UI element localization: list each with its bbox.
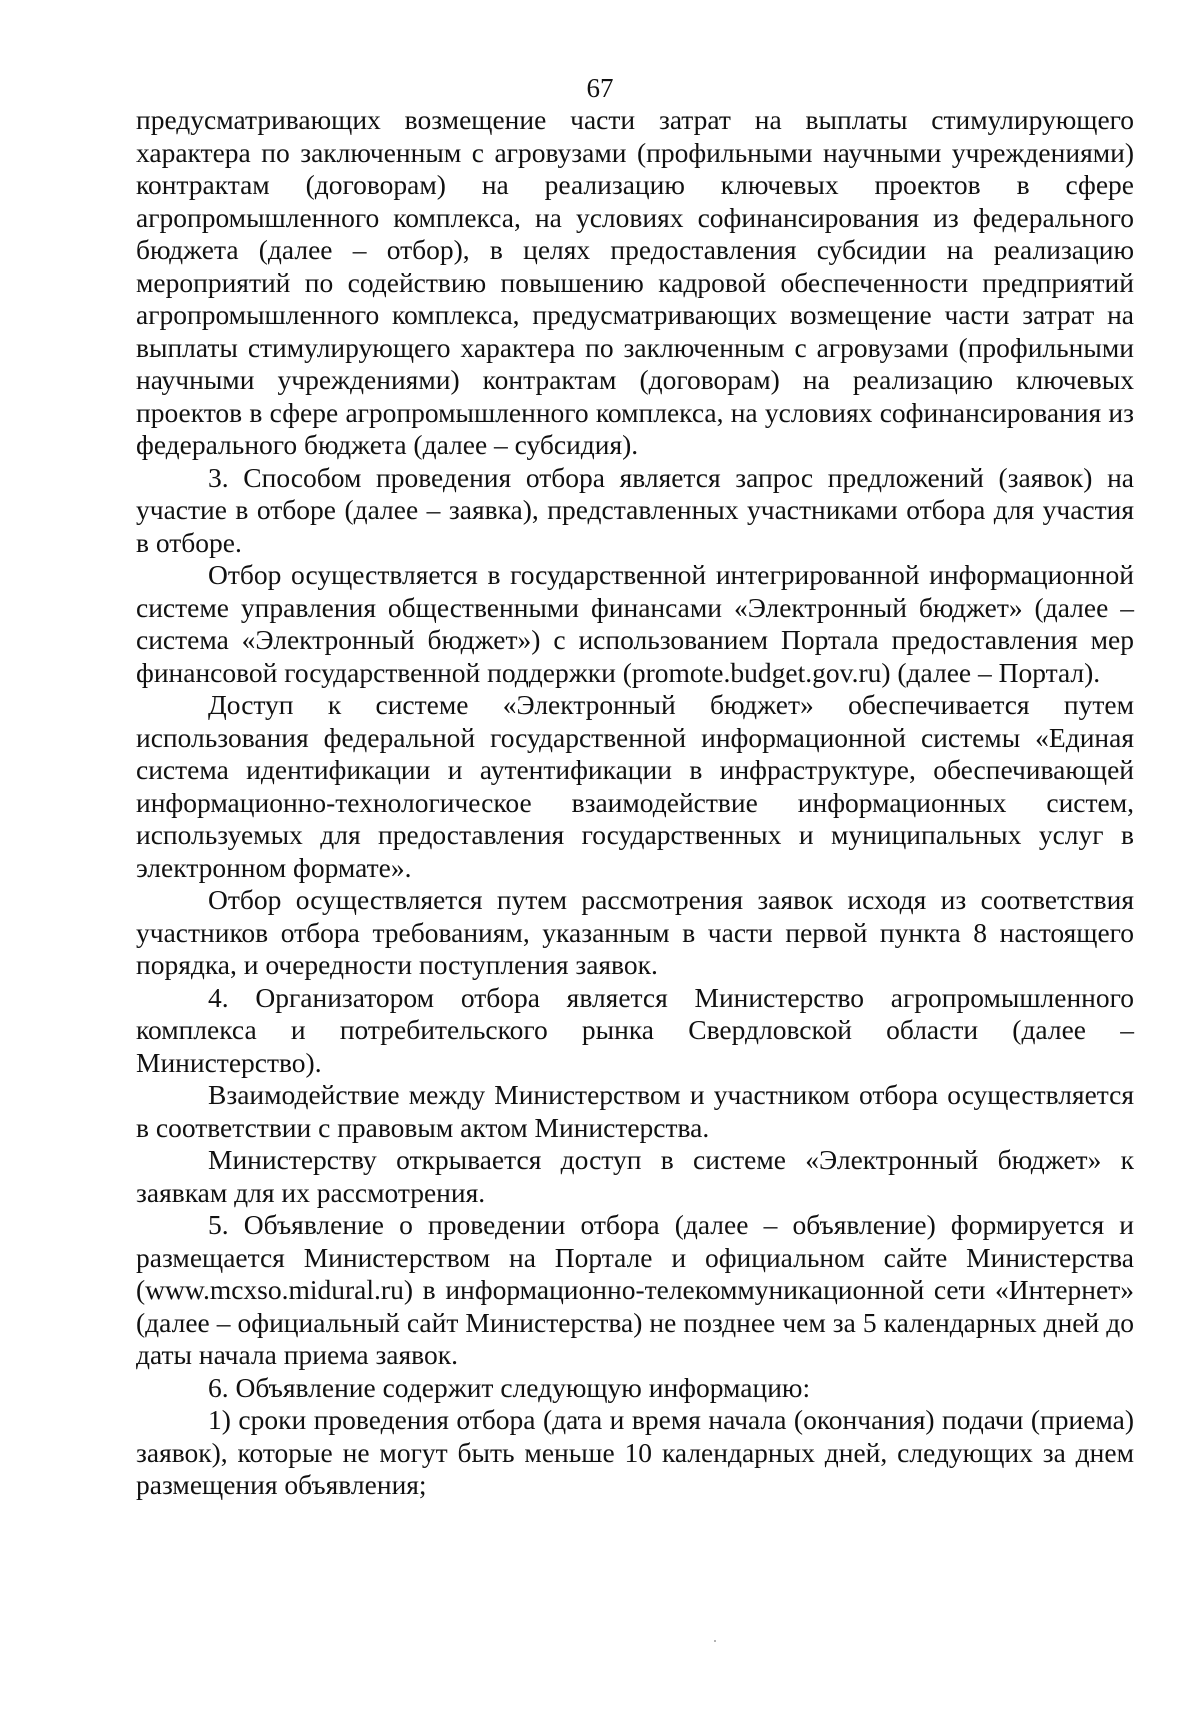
scan-speck <box>714 1640 716 1642</box>
paragraph-interaction: Взаимодействие между Министерством и участником отбора осуществляется в соответствии с правовым актом Министерства. <box>136 1079 1134 1143</box>
paragraph-item-3: 3. Способом проведения отбора является запрос предложений (заявок) на участие в отборе (далее – заявка), представленных участниками отбора для участия в отборе. <box>136 461 1134 558</box>
paragraph-selection-method: Отбор осуществляется путем рассмотрения заявок исходя из соответствия участников отбора требованиям, указанным в части первой пункта 8 настоящего порядка, и очередности поступления заявок. <box>136 884 1134 980</box>
paragraph-selection-system: Отбор осуществляется в государственной интегрированной информационной системе управления общественными финансами «Электронный бюджет» (далее – система «Электронный бюджет») с использованием Портала предоставления мер финансовой государственной поддержки (promote.budget.gov.ru) (далее – Портал). <box>136 559 1134 688</box>
paragraph-item-5: 5. Объявление о проведении отбора (далее – объявление) формируется и размещается Министерством на Портале и официальном сайте Министерства (www.mcxso.midural.ru) в информационно-телекоммуникационной сети «Интернет» (далее – официальный сайт Министерства) не позднее чем за 5 календарных дней до даты начала приема заявок. <box>136 1209 1134 1370</box>
paragraph-ministry-access: Министерству открывается доступ в системе «Электронный бюджет» к заявкам для их рассмотрения. <box>136 1144 1134 1208</box>
document-body <box>136 104 1134 1502</box>
paragraph-subitem-1: 1) сроки проведения отбора (дата и время начала (окончания) подачи (приема) заявок), которые не могут быть меньше 10 календарных дней, следующих за днем размещения объявления; <box>136 1404 1134 1500</box>
paragraph-item-4: 4. Организатором отбора является Министерство агропромышленного комплекса и потребительского рынка Свердловской области (далее – Министерство). <box>136 981 1134 1078</box>
paragraph-continuation: предусматривающих возмещение части затрат на выплаты стимулирующего характера по заключенным с агровузами (профильными научными учреждениями) контрактам (договорам) на реализацию ключевых проектов в сфере агропромышленного комплекса, на условиях софинансирования из федерального бюджета (далее – отбор), в целях предоставления субсидии на реализацию мероприятий по содействию повышению кадровой обеспеченности предприятий агропромышленного комплекса, предусматривающих возмещение части затрат на выплаты стимулирующего характера по заключенным с агровузами (профильными научными учреждениями) контрактам (договорам) на реализацию ключевых проектов в сфере агропромышленного комплекса, на условиях софинансирования из федерального бюджета (далее – субсидия). <box>136 104 1134 460</box>
page-number: 67 <box>586 73 614 103</box>
paragraph-system-access: Доступ к системе «Электронный бюджет» обеспечивается путем использования федеральной государственной информационной системы «Единая система идентификации и аутентификации в инфраструктуре, обеспечивающей информационно-технологическое взаимодействие информационных систем, используемых для предоставления государственных и муниципальных услуг в электронном формате». <box>136 689 1134 883</box>
paragraph-item-6: 6. Объявление содержит следующую информацию: <box>208 1371 811 1403</box>
